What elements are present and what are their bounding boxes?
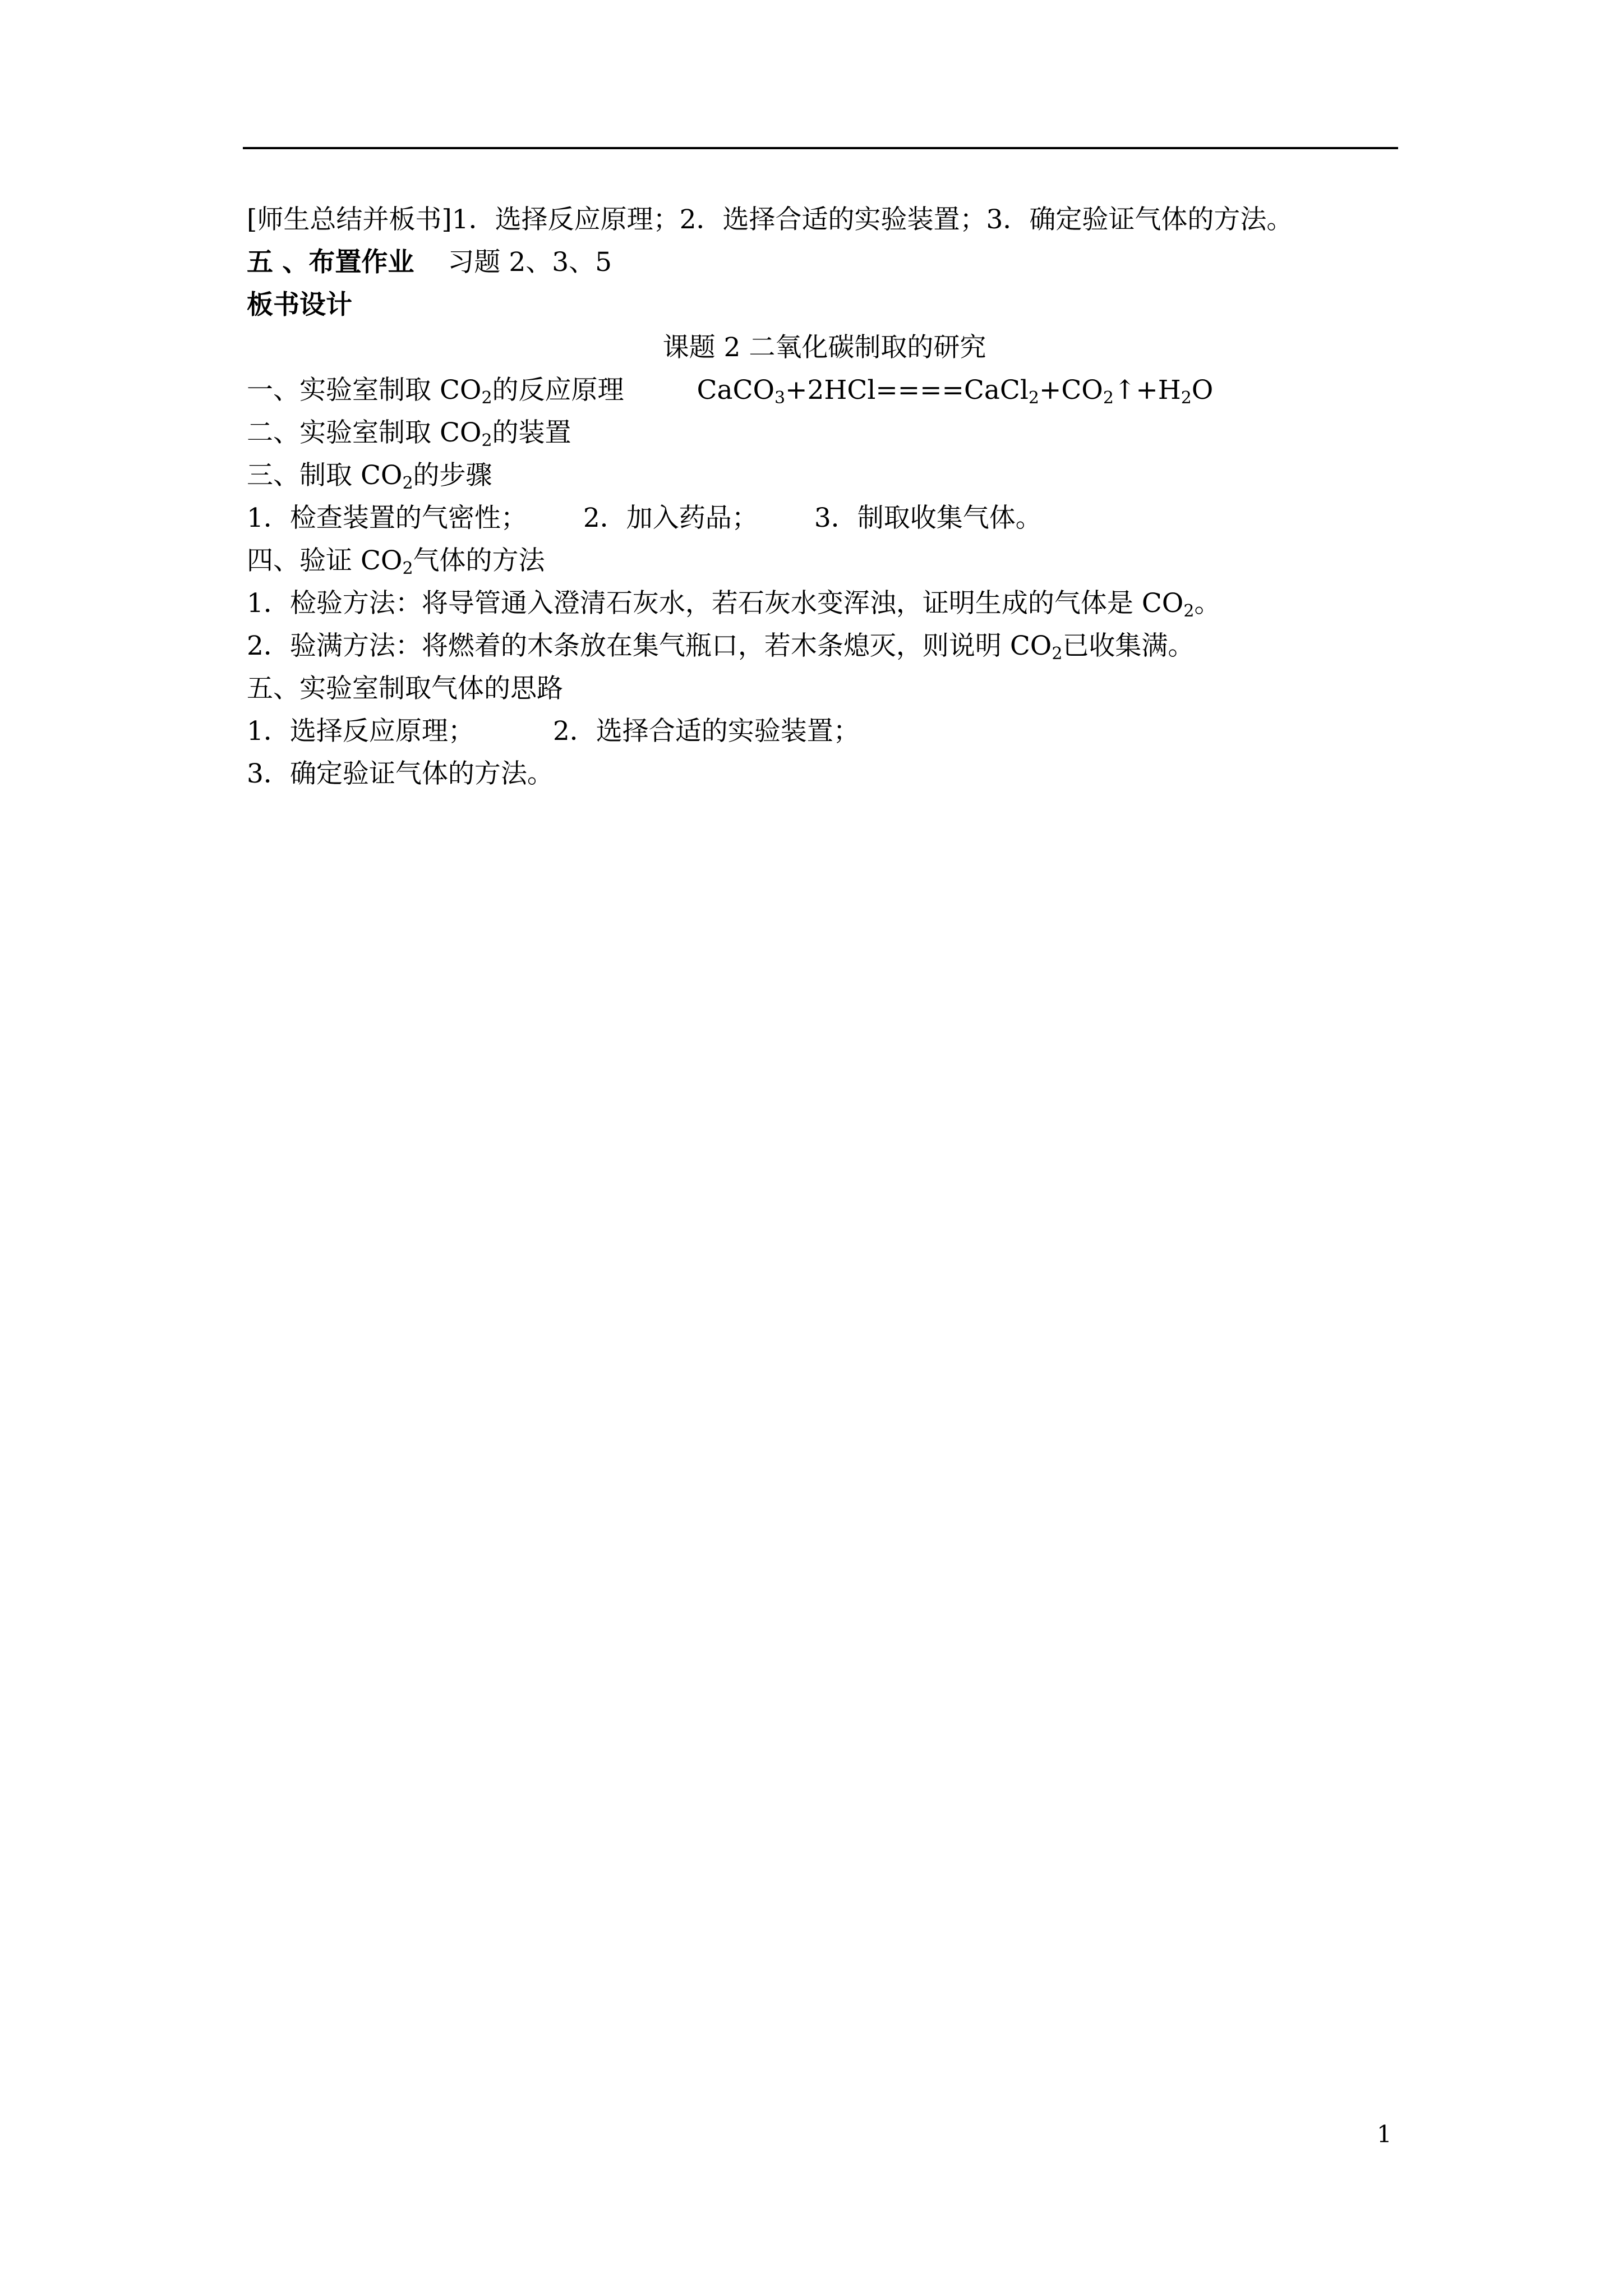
ideas-line-1: 1．选择反应原理； 2．选择合适的实验装置； [247, 716, 860, 747]
summary-line: [师生总结并板书]1．选择反应原理；2．选择合适的实验装置；3．确定验证气体的方法。 [247, 204, 1293, 235]
section-5-ideas: 五、实验室制取气体的思路 [247, 673, 563, 704]
section-4-verify: 四、验证 $CO_2$气体的方法 [247, 545, 545, 578]
homework-text: 习题 2、3、5 [448, 247, 612, 278]
verify-method-1: 1．检验方法：将导管通入澄清石灰水，若石灰水变浑浊，证明生成的气体是 $CO_2$。 [247, 588, 1221, 621]
reaction-equation: $CaCO_3+2HCl====CaCl_2+CO_2↑+H_2O$ [697, 375, 1214, 408]
header-rule [243, 147, 1398, 149]
homework-label: 五 、布置作业 [247, 247, 414, 278]
section-3-steps: 三、制取 $CO_2$的步骤 [247, 460, 492, 493]
board-design-heading: 板书设计 [247, 289, 352, 320]
verify-method-2: 2．验满方法：将燃着的木条放在集气瓶口，若木条熄灭，则说明 $CO_2$已收集满。 [247, 631, 1195, 664]
board-title: 课题 2 二氧化碳制取的研究 [662, 332, 986, 363]
document-body [247, 199, 1402, 795]
section-2-apparatus: 二、实验室制取 $CO_2$的装置 [247, 417, 571, 450]
section-1-principle: 一、实验室制取 $CO_2$的反应原理 $CaCO_3+2HCl====CaCl_2+CO_2↑+H_2O$ [247, 375, 1214, 408]
page-number: 1 [1377, 2120, 1392, 2148]
steps-list: 1．检查装置的气密性； 2．加入药品； 3．制取收集气体。 [247, 503, 1042, 533]
ideas-line-2: 3．确定验证气体的方法。 [247, 758, 554, 789]
homework-line [247, 241, 1402, 284]
